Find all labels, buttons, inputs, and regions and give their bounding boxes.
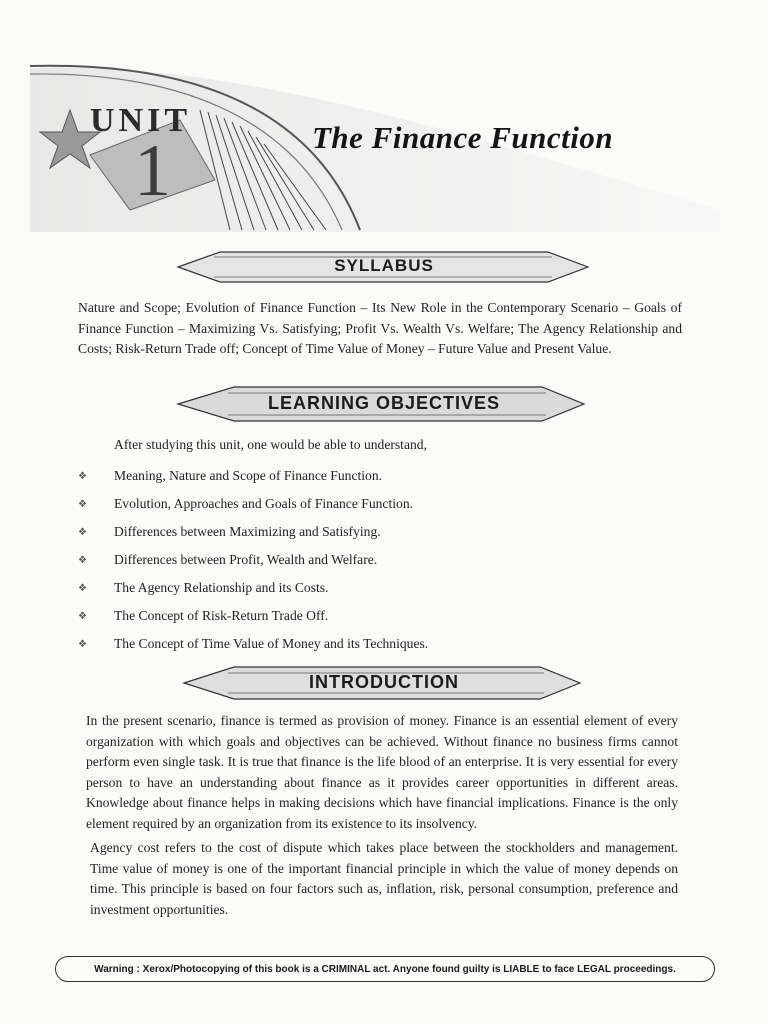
bullet-icon: ❖ (78, 582, 87, 594)
introduction-heading: INTRODUCTION (309, 672, 459, 692)
bullet-icon: ❖ (78, 498, 87, 510)
copyright-warning: Warning : Xerox/Photocopying of this book is a CRIMINAL act. Anyone found guilty is LIABLE to face LEGAL proceedings. (55, 956, 715, 982)
list-item: ❖ Meaning, Nature and Scope of Finance Function. (78, 468, 383, 483)
unit-label: UNIT (90, 102, 192, 139)
syllabus-heading-banner (0, 248, 768, 288)
bullet-icon: ❖ (78, 526, 87, 538)
introduction-paragraph-1: In the present scenario, finance is termed as provision of money. Finance is an essential element of every organization with which goals and objectives can be achieved. Without finance no business firms cannot perform even single task. It is true that finance is the life blood of an enterprise. It is very essential for every person to have an understanding about finance as it provides career opportunities in different areas. Knowledge about finance helps in making decisions which have financial implications. Finance is the only element required by an organization from its existence to its insolvency. (86, 713, 678, 831)
list-item: ❖ The Agency Relationship and its Costs. (78, 580, 329, 595)
list-item: ❖ The Concept of Risk-Return Trade Off. (78, 608, 329, 623)
list-item: ❖ Differences between Maximizing and Satisfying. (78, 524, 381, 539)
bullet-icon: ❖ (78, 554, 87, 566)
unit-number: 1 (134, 130, 171, 212)
objectives-heading: LEARNING OBJECTIVES (267, 393, 501, 413)
chapter-title: The Finance Function (312, 120, 614, 155)
syllabus-text: Nature and Scope; Evolution of Finance Function – Its New Role in the Contemporary Scenario – Goals of Finance Function – Maximizing Vs. Satisfying; Profit Vs. Wealth Vs. Welfare; The Agency Relationship and Costs; Risk-Return Trade off; Concept of Time Value of Money – Future Value and Present Value. (78, 300, 682, 356)
list-item: ❖ The Concept of Time Value of Money and its Techniques. (78, 636, 429, 651)
introduction-heading-banner (0, 664, 768, 704)
list-item: ❖ Evolution, Approaches and Goals of Finance Function. (78, 496, 414, 511)
syllabus-heading: SYLLABUS (334, 256, 434, 275)
bullet-icon: ❖ (78, 638, 87, 650)
bullet-icon: ❖ (78, 610, 87, 622)
objectives-list (78, 462, 428, 658)
bullet-icon: ❖ (78, 470, 87, 482)
objectives-heading-banner (0, 385, 768, 425)
introduction-paragraph-2: Agency cost refers to the cost of dispute which takes place between the stockholders and management. Time value of money is one of the important financial principle in which the value of money depends on time. This principle is based on four factors such as, inflation, risk, personal consumption, preference and investment opportunities. (90, 840, 678, 917)
list-item: ❖ Differences between Profit, Wealth and Welfare. (78, 552, 378, 567)
objectives-intro: After studying this unit, one would be able to understand, (114, 437, 427, 452)
unit-banner (30, 60, 730, 235)
